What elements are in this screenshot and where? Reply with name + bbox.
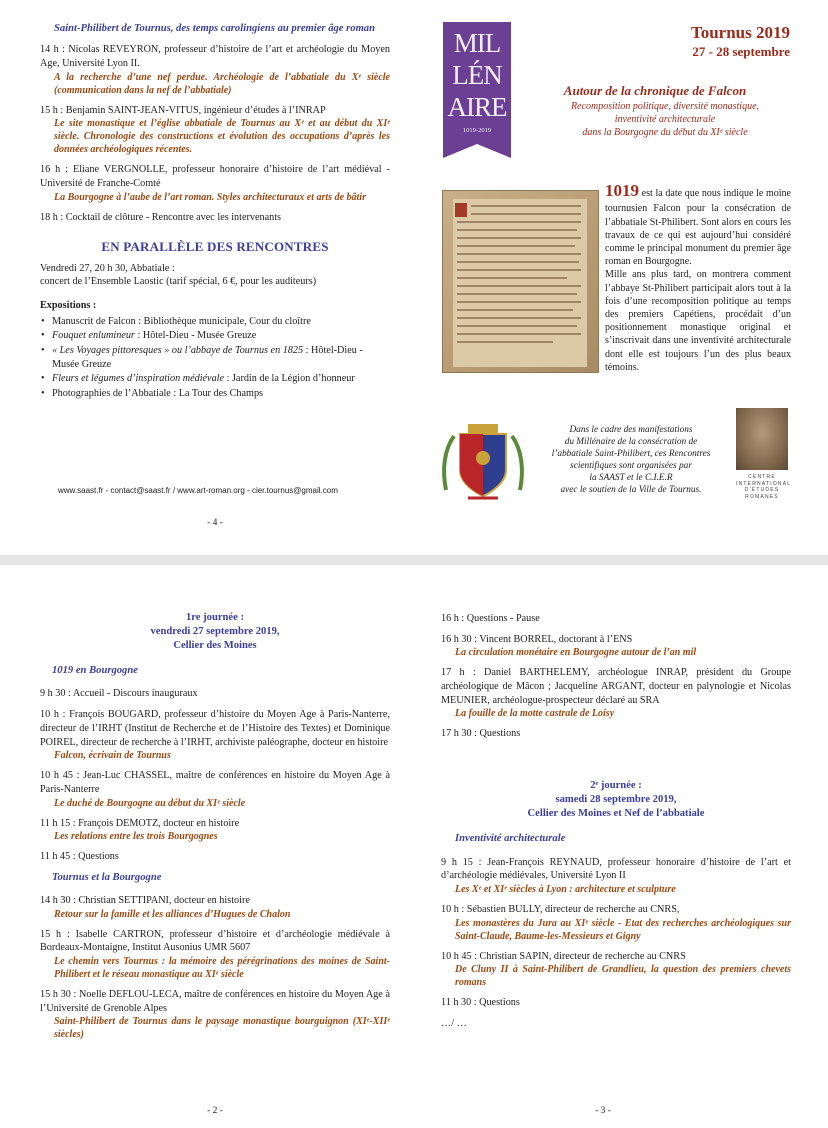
top-sheet bbox=[0, 0, 828, 555]
program-item bbox=[441, 903, 791, 943]
speaker-line: 10 h : François BOUGARD, professeur d’histoire du Moyen Age à Paris-Nanterre, directeur de l’IRHT (Institut de Recherche et de l’Histoire des Textes) et Dominique POIREL, directeur de recherche à l’IRHT, archiviste paléographe, docteur en histoire bbox=[40, 709, 390, 748]
page-number: - 2 - bbox=[207, 1106, 223, 1116]
program-item bbox=[40, 43, 390, 96]
intro-paragraph bbox=[605, 180, 791, 268]
speaker-line: 11 h 45 : Questions bbox=[40, 851, 119, 863]
banner-notch bbox=[443, 144, 511, 158]
expo-title: « Les Voyages pittoresques » ou l’abbaye de Tournus en 1825 bbox=[52, 344, 304, 356]
speaker-line: 14 h : Nicolas REVEYRON, professeur d’histoire de l’art et archéologie du Moyen Age, Université Lyon II. bbox=[40, 44, 390, 69]
continuation-mark: …/ … bbox=[441, 1017, 467, 1029]
manuscript-line bbox=[457, 237, 581, 239]
banner-word: MIL bbox=[453, 28, 501, 58]
list-item bbox=[40, 387, 390, 401]
speaker-line: 16 h : Eliane VERGNOLLE, professeur honoraire d’histoire de l’art médiéval - Université de Franche-Comté bbox=[40, 164, 390, 189]
talk-title: Les relations entre les trois Bourgognes bbox=[54, 831, 218, 843]
manuscript-line bbox=[457, 277, 567, 279]
speaker-line: 11 h 15 : François DEMOTZ, docteur en histoire bbox=[40, 817, 240, 829]
manuscript-line bbox=[457, 333, 581, 335]
partners-line: avec le soutien de la Ville de Tournus. bbox=[560, 485, 702, 496]
talk-title: Le site monastique et l’église abbatiale de Tournus au Xᵉ et au début du XIᵉ siècle. Chronologie des constructions et évolution des occupations d’après les données archéologiques récentes. bbox=[54, 118, 390, 156]
speaker-line: 14 h 30 : Christian SETTIPANI, docteur en histoire bbox=[40, 895, 250, 907]
expositions-list bbox=[40, 315, 390, 401]
expo-place: : Hôtel-Dieu - Musée Greuze bbox=[134, 330, 257, 342]
session-title: Inventivité architecturale bbox=[455, 833, 566, 845]
cover-title: Tournus 2019 bbox=[690, 23, 790, 42]
talk-title: Les Xᵉ et XIᵉ siècles à Lyon : architecture et sculpture bbox=[455, 883, 676, 895]
manuscript-line bbox=[457, 245, 575, 247]
banner-years: 1019-2019 bbox=[462, 127, 492, 134]
bottom-sheet bbox=[0, 565, 828, 1128]
list-item bbox=[40, 315, 390, 329]
day-title-line: 1re journée : bbox=[185, 612, 245, 623]
page-3-program bbox=[441, 612, 791, 1031]
speaker-line: 10 h : Sébastien BULLY, directeur de recherche au CNRS, bbox=[441, 903, 680, 915]
session-title: Saint-Philibert de Tournus, des temps carolingiens au premier âge roman bbox=[54, 23, 375, 34]
partners-line: Dans le cadre des manifestations bbox=[569, 425, 693, 435]
speaker-line: 16 h 30 : Vincent BORREL, doctorant à l’ENS bbox=[441, 633, 633, 645]
manuscript-line bbox=[457, 253, 581, 255]
manuscript-line bbox=[457, 261, 579, 263]
session-title: 1019 en Bourgogne bbox=[52, 665, 138, 677]
day-title-line: Cellier des Moines bbox=[173, 639, 257, 651]
manuscript-line bbox=[457, 269, 581, 271]
partners-line: scientifiques sont organisées par bbox=[570, 461, 692, 472]
talk-title: La Bourgogne à l’aube de l’art roman. Styles architecturaux et arts de bâtir bbox=[54, 191, 366, 203]
manuscript-line bbox=[457, 325, 577, 327]
speaker-line: 10 h 45 : Christian SAPIN, directeur de recherche au CNRS bbox=[441, 950, 686, 962]
concert-line: Vendredi 27, 20 h 30, Abbatiale : bbox=[40, 262, 175, 274]
program-item bbox=[40, 850, 390, 864]
expositions-heading: Expositions : bbox=[40, 299, 97, 311]
tournus-crest-icon bbox=[438, 420, 528, 504]
page-2-program bbox=[40, 611, 390, 1048]
manuscript-initial bbox=[455, 203, 467, 217]
program-item bbox=[441, 996, 791, 1010]
speaker-line: 11 h 30 : Questions bbox=[441, 997, 520, 1009]
talk-title: Retour sur la famille et les alliances d’Hugues de Chalon bbox=[54, 908, 291, 920]
cover-dates: 27 - 28 septembre bbox=[692, 44, 790, 59]
speaker-line: 15 h 30 : Noelle DEFLOU-LECA, maître de conférences en histoire du Moyen Age à l’Université de Grenoble Alpes bbox=[40, 989, 390, 1014]
millenaire-banner bbox=[443, 22, 511, 157]
program-item bbox=[40, 817, 390, 844]
expo-title: Fouquet enlumineur bbox=[52, 330, 135, 342]
program-item bbox=[441, 950, 791, 990]
program-item bbox=[40, 769, 390, 809]
partners-line: du Millénaire de la consécration de bbox=[564, 437, 698, 448]
partners-line: l’abbatiale Saint-Philibert, ces Rencontres bbox=[551, 449, 711, 460]
list-item bbox=[40, 344, 390, 371]
program-item bbox=[441, 666, 791, 720]
program-item bbox=[441, 612, 791, 626]
manuscript-image bbox=[442, 190, 599, 373]
cover-subtitle-lines bbox=[520, 101, 810, 139]
manuscript-line bbox=[457, 229, 577, 231]
cover-intro bbox=[605, 180, 791, 374]
subtitle-line: Recomposition politique, diversité monastique, bbox=[570, 101, 760, 112]
program-item bbox=[40, 894, 390, 921]
expo-place: : Bibliothèque municipale, Cour du cloître bbox=[135, 315, 311, 327]
intro-text: est la date que nous indique le moine tournusien Falcon pour la consécration de l’abbatiale St-Philibert. Sont alors en cours les travaux de ce qui est aujourd’hui considéré comme le principal monument du premier âge roman en Bourgogne. bbox=[605, 188, 791, 268]
manuscript-line bbox=[471, 205, 581, 207]
program-item bbox=[40, 708, 390, 762]
day-title bbox=[441, 779, 791, 820]
cier-logo-text: CENTRE INTERNATIONAL D’ÉTUDES ROMANES bbox=[736, 474, 792, 500]
manuscript-line bbox=[457, 221, 581, 223]
manuscript-line bbox=[457, 285, 581, 287]
expo-place: : Jardin de la Légion d’honneur bbox=[224, 373, 355, 385]
talk-title: La circulation monétaire en Bourgogne autour de l’an mil bbox=[455, 647, 697, 659]
intro-paragraph: Mille ans plus tard, on montrera comment l’abbaye St-Philibert participait alors tout à la fois d’une recomposition politique au temps des premiers Capétiens, procédait d’un positionnement monastique original et s’inscrivait dans une inventivité architecturale dont elle est toujours l’un des plus beaux témoins. bbox=[605, 269, 791, 373]
expo-title: Manuscrit de Falcon bbox=[52, 315, 136, 327]
manuscript-line bbox=[457, 309, 573, 311]
speaker-line: 16 h : Questions - Pause bbox=[441, 613, 540, 624]
list-item bbox=[40, 329, 390, 343]
speaker-line: 10 h 45 : Jean-Luc CHASSEL, maître de conférences en histoire du Moyen Age à Paris-Nanterre bbox=[40, 770, 390, 795]
page-number: - 3 - bbox=[595, 1106, 611, 1116]
footer-links: www.saast.fr - contact@saast.fr / www.art-roman.org - cier.tournus@gmail.com bbox=[58, 486, 338, 495]
program-item bbox=[40, 163, 390, 203]
manuscript-line bbox=[457, 293, 577, 295]
program-item bbox=[40, 211, 390, 225]
page-4-program bbox=[40, 22, 390, 402]
subtitle-line: dans la Bourgogne du début du XIᵉ siècle bbox=[582, 126, 748, 138]
page-number: - 4 - bbox=[207, 518, 223, 528]
subtitle-line: inventivité architecturale bbox=[614, 113, 716, 125]
day-title-line: Cellier des Moines et Nef de l’abbatiale bbox=[527, 807, 705, 819]
manuscript-line bbox=[471, 213, 581, 215]
day-title-line: vendredi 27 septembre 2019, bbox=[150, 625, 280, 637]
partners-note bbox=[536, 424, 726, 496]
talk-title: Le chemin vers Tournus : la mémoire des pérégrinations des moines de Saint-Philibert et le réseau monastique au XIᵉ siècle bbox=[54, 956, 390, 981]
session-title: Tournus et la Bourgogne bbox=[52, 871, 162, 883]
day-title-line: samedi 28 septembre 2019, bbox=[555, 793, 677, 805]
list-item bbox=[40, 372, 390, 386]
cover-subtitle: Autour de la chronique de Falcon bbox=[563, 83, 747, 98]
expo-place: : La Tour des Champs bbox=[170, 388, 264, 399]
manuscript-line bbox=[457, 317, 581, 319]
speaker-line: 15 h : Benjamin SAINT-JEAN-VITUS, ingénieur d’études à l’INRAP bbox=[40, 104, 326, 116]
program-item bbox=[40, 988, 390, 1041]
manuscript-line bbox=[457, 301, 581, 303]
partners-line: la SAAST et le C.I.E.R bbox=[589, 473, 673, 484]
intro-year: 1019 bbox=[605, 181, 639, 200]
program-item bbox=[40, 928, 390, 981]
talk-title: De Cluny II à Saint-Philibert de Grandlieu, la question des premiers chevets romans bbox=[455, 964, 791, 989]
manuscript-line bbox=[457, 341, 553, 343]
program-item bbox=[441, 727, 791, 741]
speaker-line: 15 h : Isabelle CARTRON, professeur d’histoire et d’archéologie médiévale à Bordeaux-Montaigne, Institut Ausonius UMR 5607 bbox=[40, 928, 390, 954]
banner-word: LÉN bbox=[452, 60, 502, 90]
parallel-heading: EN PARALLÈLE DES RENCONTRES bbox=[101, 239, 329, 255]
speaker-line: 17 h : Daniel BARTHELEMY, archéologue INRAP, président du Groupe archéologique de Mâcon ; Jacqueline ARGANT, docteur en palynologie et Nicolas MEUNIER, archéologue-prospecteur déclaré au SRA bbox=[441, 667, 791, 706]
program-item bbox=[40, 104, 390, 157]
talk-title: Les monastères du Jura au XIᵉ siècle - Etat des recherches archéologiques sur Saint-Claude, Baume-les-Messieurs et Gigny bbox=[455, 917, 791, 942]
statue-logo-icon bbox=[736, 408, 788, 470]
speaker-line: 18 h : Cocktail de clôture - Rencontre avec les intervenants bbox=[40, 211, 282, 223]
talk-title: Le duché de Bourgogne au début du XIᵉ siècle bbox=[54, 797, 246, 809]
program-item bbox=[40, 687, 390, 701]
talk-title: La fouille de la motte castrale de Loisy bbox=[455, 708, 615, 720]
talk-title: Falcon, écrivain de Tournus bbox=[54, 750, 171, 762]
speaker-line: 17 h 30 : Questions bbox=[441, 728, 521, 740]
program-item bbox=[441, 856, 791, 896]
speaker-line: 9 h 30 : Accueil - Discours inauguraux bbox=[40, 688, 198, 700]
program-item bbox=[441, 633, 791, 660]
expo-title: Photographies de l’Abbatiale bbox=[52, 388, 171, 399]
expo-place: : Hôtel-Dieu - Musée Greuze bbox=[52, 344, 363, 370]
concert-line: concert de l’Ensemble Laostic (tarif spécial, 6 €, pour les auditeurs) bbox=[40, 276, 317, 288]
talk-title: Saint-Philibert de Tournus dans le paysage monastique bourguignon (XIᵉ-XIIᵉ siècles) bbox=[54, 1016, 390, 1041]
banner-word: AIRE bbox=[447, 92, 507, 122]
expo-title: Fleurs et légumes d’inspiration médiévale bbox=[52, 373, 225, 385]
day-title bbox=[40, 611, 390, 652]
day-title-line: 2ᵉ journée : bbox=[590, 780, 642, 792]
talk-title: A la recherche d’une nef perdue. Archéologie de l’abbatiale du Xᵉ siècle (communication dans la nef de l’abbatiale) bbox=[54, 71, 390, 96]
speaker-line: 9 h 15 : Jean-François REYNAUD, professeur honoraire d’histoire de l’art et d’archéologie médiévales, Université Lyon II bbox=[441, 856, 791, 882]
